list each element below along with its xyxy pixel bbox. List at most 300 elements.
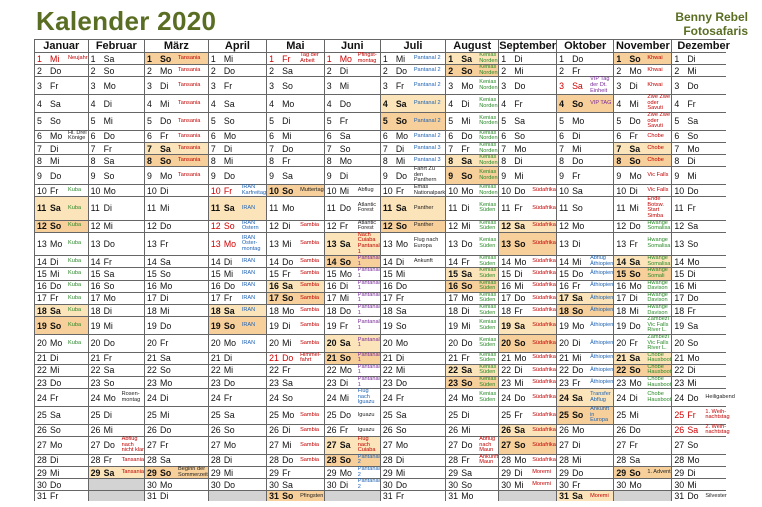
day-cell[interactable] <box>89 491 144 501</box>
day-cell[interactable] <box>267 437 324 454</box>
day-cell[interactable] <box>614 221 671 232</box>
day-cell[interactable] <box>381 65 445 76</box>
day-cell[interactable] <box>672 377 735 388</box>
day-cell[interactable] <box>614 479 671 490</box>
day-cell[interactable] <box>381 377 445 388</box>
day-cell[interactable] <box>325 293 380 304</box>
day-cell[interactable] <box>672 233 735 255</box>
day-cell[interactable] <box>145 425 208 436</box>
day-cell[interactable] <box>446 353 498 364</box>
day-cell[interactable] <box>145 256 208 267</box>
day-cell[interactable] <box>557 197 613 219</box>
day-cell[interactable] <box>499 268 556 279</box>
day-cell[interactable] <box>557 407 613 424</box>
day-cell[interactable] <box>325 155 380 166</box>
day-cell[interactable] <box>325 455 380 466</box>
day-cell[interactable] <box>446 377 498 388</box>
day-cell[interactable] <box>267 407 324 424</box>
day-cell[interactable] <box>145 479 208 490</box>
day-cell[interactable] <box>614 95 671 112</box>
day-cell[interactable] <box>614 113 671 130</box>
day-cell[interactable] <box>267 425 324 436</box>
day-cell[interactable] <box>446 281 498 292</box>
day-cell[interactable] <box>672 143 735 154</box>
day-cell[interactable] <box>499 131 556 142</box>
day-cell[interactable] <box>381 233 445 255</box>
day-cell[interactable] <box>325 317 380 334</box>
day-cell[interactable] <box>499 305 556 316</box>
day-cell[interactable] <box>145 113 208 130</box>
day-cell[interactable] <box>325 479 380 490</box>
day-cell[interactable] <box>557 221 613 232</box>
day-cell[interactable] <box>446 185 498 196</box>
day-cell[interactable] <box>381 335 445 352</box>
day-cell[interactable] <box>267 131 324 142</box>
day-cell[interactable] <box>209 233 266 255</box>
day-cell[interactable] <box>35 53 88 64</box>
day-cell[interactable] <box>499 389 556 406</box>
day-cell[interactable] <box>381 437 445 454</box>
day-cell[interactable] <box>557 256 613 267</box>
day-cell[interactable] <box>614 155 671 166</box>
day-cell[interactable] <box>381 317 445 334</box>
day-cell[interactable] <box>672 197 735 219</box>
day-cell[interactable] <box>35 113 88 130</box>
day-cell[interactable] <box>381 143 445 154</box>
day-cell[interactable] <box>35 425 88 436</box>
day-cell[interactable] <box>267 233 324 255</box>
day-cell[interactable] <box>614 407 671 424</box>
day-cell[interactable] <box>145 437 208 454</box>
day-cell[interactable] <box>35 365 88 376</box>
day-cell[interactable] <box>145 53 208 64</box>
day-cell[interactable] <box>89 437 144 454</box>
day-cell[interactable] <box>557 95 613 112</box>
day-cell[interactable] <box>35 377 88 388</box>
day-cell[interactable] <box>381 167 445 184</box>
day-cell[interactable] <box>672 185 735 196</box>
day-cell[interactable] <box>499 167 556 184</box>
day-cell[interactable] <box>499 425 556 436</box>
day-cell[interactable] <box>325 113 380 130</box>
day-cell[interactable] <box>381 389 445 406</box>
day-cell[interactable] <box>614 131 671 142</box>
day-cell[interactable] <box>672 467 735 478</box>
day-cell[interactable] <box>267 155 324 166</box>
day-cell[interactable] <box>381 365 445 376</box>
day-cell[interactable] <box>35 185 88 196</box>
day-cell[interactable] <box>35 317 88 334</box>
day-cell[interactable] <box>557 268 613 279</box>
day-cell[interactable] <box>145 185 208 196</box>
day-cell[interactable] <box>325 425 380 436</box>
day-cell[interactable] <box>499 77 556 94</box>
day-cell[interactable] <box>325 95 380 112</box>
day-cell[interactable] <box>209 335 266 352</box>
day-cell[interactable] <box>35 197 88 219</box>
day-cell[interactable] <box>446 256 498 267</box>
day-cell[interactable] <box>499 467 556 478</box>
day-cell[interactable] <box>672 365 735 376</box>
day-cell[interactable] <box>209 256 266 267</box>
day-cell[interactable] <box>381 155 445 166</box>
day-cell[interactable] <box>446 467 498 478</box>
day-cell[interactable] <box>499 95 556 112</box>
day-cell[interactable] <box>267 221 324 232</box>
day-cell[interactable] <box>89 305 144 316</box>
day-cell[interactable] <box>209 143 266 154</box>
day-cell[interactable] <box>557 281 613 292</box>
day-cell[interactable] <box>614 335 671 352</box>
day-cell[interactable] <box>557 53 613 64</box>
day-cell[interactable] <box>267 281 324 292</box>
day-cell[interactable] <box>267 479 324 490</box>
day-cell[interactable] <box>557 233 613 255</box>
day-cell[interactable] <box>89 155 144 166</box>
day-cell[interactable] <box>35 167 88 184</box>
day-cell[interactable] <box>557 131 613 142</box>
day-cell[interactable] <box>267 455 324 466</box>
day-cell[interactable] <box>325 233 380 255</box>
day-cell[interactable] <box>614 281 671 292</box>
day-cell[interactable] <box>672 53 735 64</box>
day-cell[interactable] <box>446 155 498 166</box>
day-cell[interactable] <box>35 437 88 454</box>
day-cell[interactable] <box>209 65 266 76</box>
day-cell[interactable] <box>557 479 613 490</box>
day-cell[interactable] <box>672 353 735 364</box>
day-cell[interactable] <box>614 233 671 255</box>
day-cell[interactable] <box>446 95 498 112</box>
day-cell[interactable] <box>35 65 88 76</box>
day-cell[interactable] <box>672 268 735 279</box>
day-cell[interactable] <box>672 113 735 130</box>
day-cell[interactable] <box>89 53 144 64</box>
day-cell[interactable] <box>145 143 208 154</box>
day-cell[interactable] <box>145 65 208 76</box>
day-cell[interactable] <box>499 113 556 130</box>
day-cell[interactable] <box>267 353 324 364</box>
day-cell[interactable] <box>35 467 88 478</box>
day-cell[interactable] <box>557 455 613 466</box>
day-cell[interactable] <box>446 167 498 184</box>
day-cell[interactable] <box>209 353 266 364</box>
day-cell[interactable] <box>672 389 735 406</box>
day-cell[interactable] <box>89 113 144 130</box>
day-cell[interactable] <box>614 425 671 436</box>
day-cell[interactable] <box>614 185 671 196</box>
day-cell[interactable] <box>35 143 88 154</box>
day-cell[interactable] <box>145 467 208 478</box>
day-cell[interactable] <box>614 305 671 316</box>
day-cell[interactable] <box>381 185 445 196</box>
day-cell[interactable] <box>499 335 556 352</box>
day-cell[interactable] <box>614 389 671 406</box>
day-cell[interactable] <box>499 256 556 267</box>
day-cell[interactable] <box>672 95 735 112</box>
day-cell[interactable] <box>499 491 556 501</box>
day-cell[interactable] <box>89 389 144 406</box>
day-cell[interactable] <box>209 197 266 219</box>
day-cell[interactable] <box>614 268 671 279</box>
day-cell[interactable] <box>557 389 613 406</box>
day-cell[interactable] <box>325 65 380 76</box>
day-cell[interactable] <box>614 293 671 304</box>
day-cell[interactable] <box>209 377 266 388</box>
day-cell[interactable] <box>381 407 445 424</box>
day-cell[interactable] <box>89 425 144 436</box>
day-cell[interactable] <box>89 317 144 334</box>
day-cell[interactable] <box>446 233 498 255</box>
day-cell[interactable] <box>145 167 208 184</box>
day-cell[interactable] <box>325 467 380 478</box>
day-cell[interactable] <box>672 221 735 232</box>
day-cell[interactable] <box>446 335 498 352</box>
day-cell[interactable] <box>672 455 735 466</box>
day-cell[interactable] <box>614 491 671 501</box>
day-cell[interactable] <box>267 53 324 64</box>
day-cell[interactable] <box>381 491 445 501</box>
day-cell[interactable] <box>209 467 266 478</box>
day-cell[interactable] <box>557 143 613 154</box>
day-cell[interactable] <box>672 281 735 292</box>
day-cell[interactable] <box>325 53 380 64</box>
day-cell[interactable] <box>145 407 208 424</box>
day-cell[interactable] <box>325 143 380 154</box>
day-cell[interactable] <box>145 455 208 466</box>
day-cell[interactable] <box>267 305 324 316</box>
day-cell[interactable] <box>35 305 88 316</box>
day-cell[interactable] <box>209 365 266 376</box>
day-cell[interactable] <box>381 479 445 490</box>
day-cell[interactable] <box>209 305 266 316</box>
day-cell[interactable] <box>557 335 613 352</box>
day-cell[interactable] <box>381 131 445 142</box>
day-cell[interactable] <box>145 95 208 112</box>
day-cell[interactable] <box>499 479 556 490</box>
day-cell[interactable] <box>672 425 735 436</box>
day-cell[interactable] <box>209 53 266 64</box>
day-cell[interactable] <box>145 317 208 334</box>
day-cell[interactable] <box>446 131 498 142</box>
day-cell[interactable] <box>325 437 380 454</box>
day-cell[interactable] <box>614 353 671 364</box>
day-cell[interactable] <box>381 455 445 466</box>
day-cell[interactable] <box>381 77 445 94</box>
day-cell[interactable] <box>614 317 671 334</box>
day-cell[interactable] <box>267 335 324 352</box>
day-cell[interactable] <box>267 293 324 304</box>
day-cell[interactable] <box>89 77 144 94</box>
day-cell[interactable] <box>89 377 144 388</box>
day-cell[interactable] <box>325 353 380 364</box>
day-cell[interactable] <box>89 131 144 142</box>
day-cell[interactable] <box>35 353 88 364</box>
day-cell[interactable] <box>557 185 613 196</box>
day-cell[interactable] <box>89 268 144 279</box>
day-cell[interactable] <box>381 256 445 267</box>
day-cell[interactable] <box>614 143 671 154</box>
day-cell[interactable] <box>499 65 556 76</box>
day-cell[interactable] <box>499 143 556 154</box>
day-cell[interactable] <box>89 353 144 364</box>
day-cell[interactable] <box>267 256 324 267</box>
day-cell[interactable] <box>89 65 144 76</box>
day-cell[interactable] <box>381 305 445 316</box>
day-cell[interactable] <box>446 491 498 501</box>
day-cell[interactable] <box>499 317 556 334</box>
day-cell[interactable] <box>446 455 498 466</box>
day-cell[interactable] <box>672 65 735 76</box>
day-cell[interactable] <box>499 197 556 219</box>
day-cell[interactable] <box>499 407 556 424</box>
day-cell[interactable] <box>614 377 671 388</box>
day-cell[interactable] <box>381 425 445 436</box>
day-cell[interactable] <box>614 365 671 376</box>
day-cell[interactable] <box>446 221 498 232</box>
day-cell[interactable] <box>145 293 208 304</box>
day-cell[interactable] <box>672 256 735 267</box>
day-cell[interactable] <box>35 491 88 501</box>
day-cell[interactable] <box>446 53 498 64</box>
day-cell[interactable] <box>325 305 380 316</box>
day-cell[interactable] <box>89 167 144 184</box>
day-cell[interactable] <box>35 268 88 279</box>
day-cell[interactable] <box>267 467 324 478</box>
day-cell[interactable] <box>89 281 144 292</box>
day-cell[interactable] <box>381 268 445 279</box>
day-cell[interactable] <box>209 281 266 292</box>
day-cell[interactable] <box>35 233 88 255</box>
day-cell[interactable] <box>446 389 498 406</box>
day-cell[interactable] <box>209 131 266 142</box>
day-cell[interactable] <box>145 77 208 94</box>
day-cell[interactable] <box>446 425 498 436</box>
day-cell[interactable] <box>209 455 266 466</box>
day-cell[interactable] <box>89 293 144 304</box>
day-cell[interactable] <box>557 491 613 501</box>
day-cell[interactable] <box>267 389 324 406</box>
day-cell[interactable] <box>209 407 266 424</box>
day-cell[interactable] <box>89 335 144 352</box>
day-cell[interactable] <box>145 353 208 364</box>
day-cell[interactable] <box>446 293 498 304</box>
day-cell[interactable] <box>499 53 556 64</box>
day-cell[interactable] <box>557 317 613 334</box>
day-cell[interactable] <box>446 77 498 94</box>
day-cell[interactable] <box>672 77 735 94</box>
day-cell[interactable] <box>209 425 266 436</box>
day-cell[interactable] <box>381 353 445 364</box>
day-cell[interactable] <box>446 479 498 490</box>
day-cell[interactable] <box>499 293 556 304</box>
day-cell[interactable] <box>499 155 556 166</box>
day-cell[interactable] <box>672 491 735 501</box>
day-cell[interactable] <box>145 221 208 232</box>
day-cell[interactable] <box>446 407 498 424</box>
day-cell[interactable] <box>557 377 613 388</box>
day-cell[interactable] <box>145 377 208 388</box>
day-cell[interactable] <box>672 293 735 304</box>
day-cell[interactable] <box>499 365 556 376</box>
day-cell[interactable] <box>267 113 324 130</box>
day-cell[interactable] <box>557 305 613 316</box>
day-cell[interactable] <box>325 77 380 94</box>
day-cell[interactable] <box>209 77 266 94</box>
day-cell[interactable] <box>557 167 613 184</box>
day-cell[interactable] <box>35 221 88 232</box>
day-cell[interactable] <box>145 131 208 142</box>
day-cell[interactable] <box>614 65 671 76</box>
day-cell[interactable] <box>89 143 144 154</box>
day-cell[interactable] <box>499 377 556 388</box>
day-cell[interactable] <box>35 335 88 352</box>
day-cell[interactable] <box>89 365 144 376</box>
day-cell[interactable] <box>89 256 144 267</box>
day-cell[interactable] <box>267 65 324 76</box>
day-cell[interactable] <box>614 197 671 219</box>
day-cell[interactable] <box>381 95 445 112</box>
day-cell[interactable] <box>325 268 380 279</box>
day-cell[interactable] <box>557 77 613 94</box>
day-cell[interactable] <box>267 95 324 112</box>
day-cell[interactable] <box>325 197 380 219</box>
day-cell[interactable] <box>672 155 735 166</box>
day-cell[interactable] <box>89 185 144 196</box>
day-cell[interactable] <box>35 77 88 94</box>
day-cell[interactable] <box>145 365 208 376</box>
day-cell[interactable] <box>35 455 88 466</box>
day-cell[interactable] <box>557 293 613 304</box>
day-cell[interactable] <box>267 143 324 154</box>
day-cell[interactable] <box>267 77 324 94</box>
day-cell[interactable] <box>446 437 498 454</box>
day-cell[interactable] <box>209 113 266 130</box>
day-cell[interactable] <box>325 131 380 142</box>
day-cell[interactable] <box>614 53 671 64</box>
day-cell[interactable] <box>209 317 266 334</box>
day-cell[interactable] <box>209 491 266 501</box>
day-cell[interactable] <box>614 167 671 184</box>
day-cell[interactable] <box>446 143 498 154</box>
day-cell[interactable] <box>325 167 380 184</box>
day-cell[interactable] <box>446 197 498 219</box>
day-cell[interactable] <box>557 353 613 364</box>
day-cell[interactable] <box>209 221 266 232</box>
day-cell[interactable] <box>325 491 380 501</box>
day-cell[interactable] <box>672 479 735 490</box>
day-cell[interactable] <box>89 479 144 490</box>
day-cell[interactable] <box>145 389 208 406</box>
day-cell[interactable] <box>325 221 380 232</box>
day-cell[interactable] <box>557 365 613 376</box>
day-cell[interactable] <box>446 268 498 279</box>
day-cell[interactable] <box>145 305 208 316</box>
day-cell[interactable] <box>35 479 88 490</box>
day-cell[interactable] <box>614 77 671 94</box>
day-cell[interactable] <box>499 437 556 454</box>
day-cell[interactable] <box>325 389 380 406</box>
day-cell[interactable] <box>672 335 735 352</box>
day-cell[interactable] <box>446 365 498 376</box>
day-cell[interactable] <box>145 281 208 292</box>
day-cell[interactable] <box>499 455 556 466</box>
day-cell[interactable] <box>267 197 324 219</box>
day-cell[interactable] <box>325 365 380 376</box>
day-cell[interactable] <box>381 53 445 64</box>
day-cell[interactable] <box>209 437 266 454</box>
day-cell[interactable] <box>381 467 445 478</box>
